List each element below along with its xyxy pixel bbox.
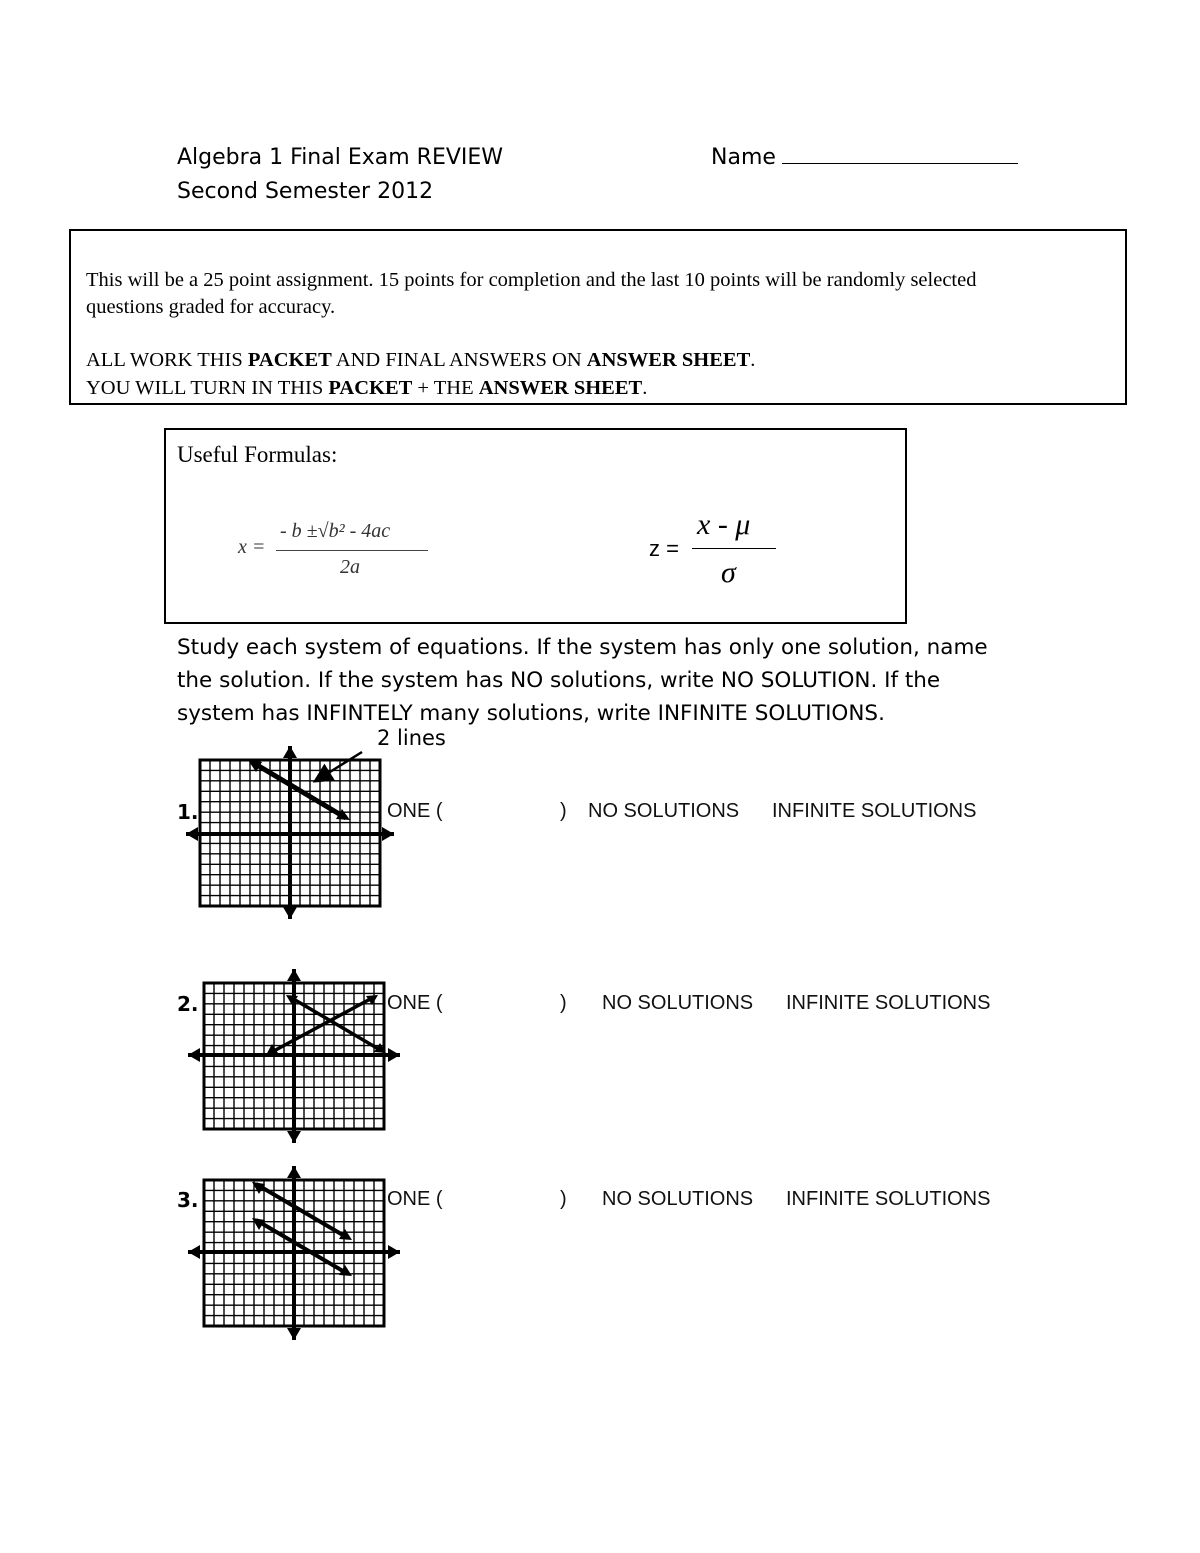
- question-2-option-one[interactable]: ONE (: [387, 992, 443, 1014]
- graph-question-3: [186, 1162, 406, 1347]
- formulas-title: Useful Formulas:: [177, 442, 338, 467]
- name-blank-line[interactable]: [782, 145, 1018, 164]
- question-3-number: 3.: [177, 1188, 199, 1212]
- instructions: [177, 631, 988, 730]
- zscore-fraction-bar: [692, 548, 776, 549]
- question-1-number: 1.: [177, 800, 199, 824]
- instructions-line-1: Study each system of equations. If the system has only one solution, name: [177, 635, 988, 660]
- graph-question-2: [186, 965, 406, 1150]
- question-2-option-infinite-solutions[interactable]: INFINITE SOLUTIONS: [786, 992, 991, 1014]
- question-1-option-infinite-solutions[interactable]: INFINITE SOLUTIONS: [772, 800, 977, 822]
- worksheet-title: Algebra 1 Final Exam REVIEW: [177, 145, 504, 170]
- zscore-denominator: σ: [721, 556, 736, 589]
- quadratic-lhs: x =: [238, 536, 266, 558]
- question-1-option-no-solutions[interactable]: NO SOLUTIONS: [588, 800, 740, 822]
- question-3-option-one[interactable]: ONE (: [387, 1188, 443, 1210]
- question-1-option-one[interactable]: ONE (: [387, 800, 443, 822]
- name-field[interactable]: [711, 145, 1018, 170]
- two-lines-callout-label: 2 lines: [377, 726, 446, 750]
- question-2-option-one-close: ): [560, 992, 567, 1014]
- question-3-option-no-solutions[interactable]: NO SOLUTIONS: [602, 1188, 754, 1210]
- notice-box: [69, 229, 1127, 405]
- graph-question-1: [180, 740, 400, 925]
- quadratic-denominator: 2a: [340, 556, 360, 578]
- notice-line-2: questions graded for accuracy.: [86, 296, 336, 318]
- instructions-line-3: system has INFINTELY many solutions, write INFINITE SOLUTIONS.: [177, 701, 885, 726]
- instructions-line-2: the solution. If the system has NO solutions, write NO SOLUTION. If the: [177, 668, 941, 693]
- zscore-numerator: x - μ: [697, 508, 751, 541]
- question-1-option-one-close: ): [560, 800, 567, 822]
- question-3-option-infinite-solutions[interactable]: INFINITE SOLUTIONS: [786, 1188, 991, 1210]
- question-2-number: 2.: [177, 992, 199, 1016]
- question-2-option-no-solutions[interactable]: NO SOLUTIONS: [602, 992, 754, 1014]
- quadratic-numerator: - b ±√b² - 4ac: [280, 520, 391, 542]
- zscore-lhs: z =: [649, 536, 679, 561]
- quadratic-fraction-bar: [276, 550, 428, 551]
- notice-line-3: ALL WORK THIS PACKET AND FINAL ANSWERS ON ANSWER SHEET.: [86, 349, 756, 371]
- notice-line-1: This will be a 25 point assignment. 15 points for completion and the last 10 points will be randomly selected: [86, 269, 977, 291]
- question-3-option-one-close: ): [560, 1188, 567, 1210]
- notice-line-4: YOU WILL TURN IN THIS PACKET + THE ANSWER SHEET.: [86, 377, 648, 399]
- formulas-box: [164, 428, 907, 624]
- name-label: Name: [711, 145, 776, 170]
- worksheet-subtitle: Second Semester 2012: [177, 179, 434, 204]
